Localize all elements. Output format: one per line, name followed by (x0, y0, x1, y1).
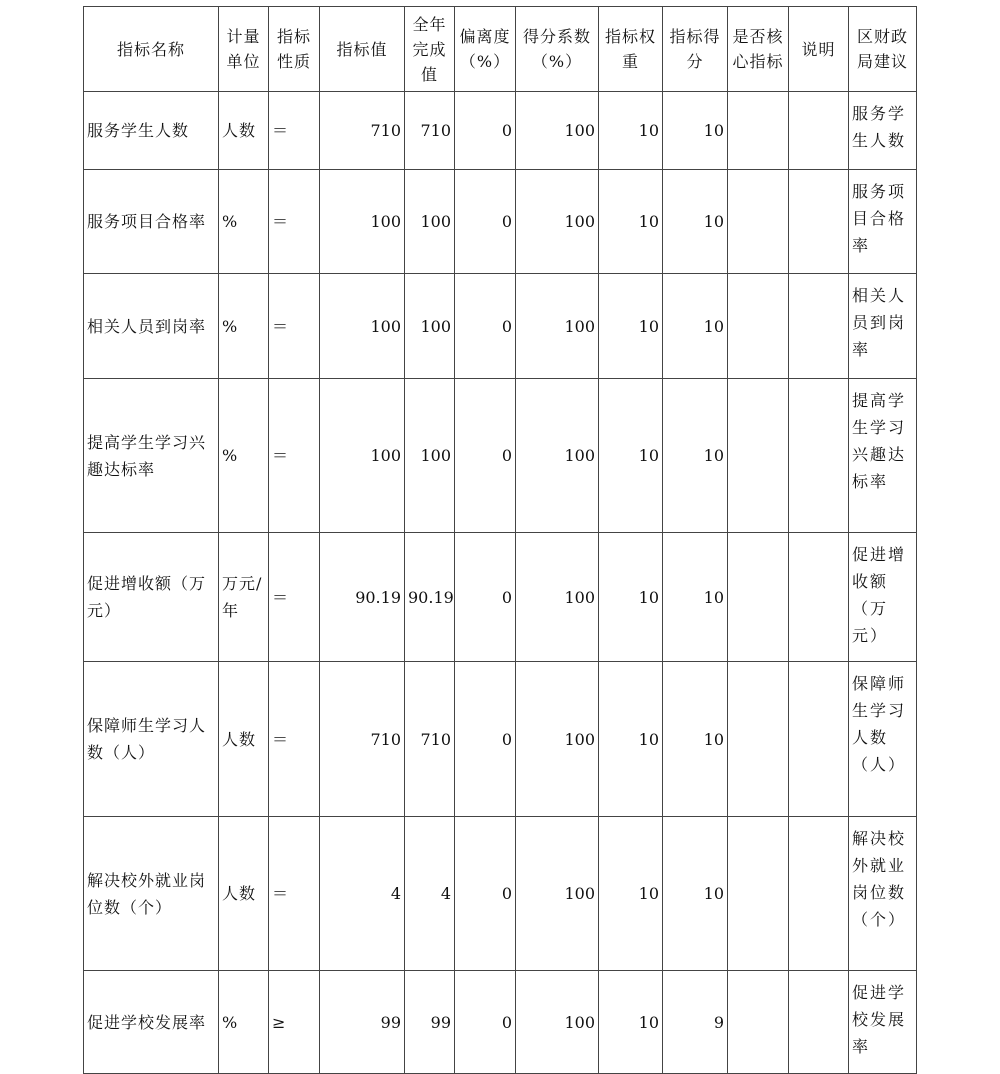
unit-cell: 万元/年 (219, 533, 269, 662)
note-cell (789, 817, 849, 971)
weight-cell: 10 (599, 379, 663, 533)
table-row (84, 274, 917, 379)
suggestion-cell: 服务项目合格率 (849, 170, 917, 274)
note-cell (789, 379, 849, 533)
target-value-cell: 100 (320, 170, 405, 274)
header-cell: 是否核心指标 (728, 7, 789, 92)
header-cell: 指标得分 (663, 7, 728, 92)
header-cell: 指标权重 (599, 7, 663, 92)
score-cell: 10 (663, 170, 728, 274)
actual-value-cell: 99 (405, 971, 455, 1074)
core-indicator-cell (728, 662, 789, 817)
score-cell: 10 (663, 92, 728, 170)
deviation-cell: 0 (455, 971, 516, 1074)
core-indicator-cell (728, 170, 789, 274)
coefficient-cell: 100 (516, 662, 599, 817)
nature-cell: ＝ (269, 274, 320, 379)
core-indicator-cell (728, 379, 789, 533)
header-cell: 全年完成值 (405, 7, 455, 92)
indicator-name-cell: 相关人员到岗率 (84, 274, 219, 379)
weight-cell: 10 (599, 533, 663, 662)
note-cell (789, 971, 849, 1074)
weight-cell: 10 (599, 662, 663, 817)
deviation-cell: 0 (455, 92, 516, 170)
nature-cell: ＝ (269, 379, 320, 533)
indicator-name-cell: 服务项目合格率 (84, 170, 219, 274)
coefficient-cell: 100 (516, 92, 599, 170)
unit-cell: % (219, 274, 269, 379)
weight-cell: 10 (599, 92, 663, 170)
nature-cell: ＝ (269, 533, 320, 662)
suggestion-cell: 解决校外就业岗位数（个） (849, 817, 917, 971)
deviation-cell: 0 (455, 170, 516, 274)
suggestion-cell: 促进学校发展率 (849, 971, 917, 1074)
weight-cell: 10 (599, 170, 663, 274)
score-cell: 10 (663, 533, 728, 662)
actual-value-cell: 4 (405, 817, 455, 971)
actual-value-cell: 710 (405, 662, 455, 817)
suggestion-cell: 相关人员到岗率 (849, 274, 917, 379)
header-cell: 区财政局建议 (849, 7, 917, 92)
table-row (84, 817, 917, 971)
target-value-cell: 710 (320, 662, 405, 817)
indicator-name-cell: 提高学生学习兴趣达标率 (84, 379, 219, 533)
deviation-cell: 0 (455, 379, 516, 533)
unit-cell: % (219, 971, 269, 1074)
note-cell (789, 92, 849, 170)
core-indicator-cell (728, 533, 789, 662)
score-cell: 10 (663, 662, 728, 817)
unit-cell: 人数 (219, 662, 269, 817)
note-cell (789, 662, 849, 817)
actual-value-cell: 710 (405, 92, 455, 170)
core-indicator-cell (728, 274, 789, 379)
actual-value-cell: 100 (405, 170, 455, 274)
target-value-cell: 100 (320, 379, 405, 533)
note-cell (789, 533, 849, 662)
table-row (84, 92, 917, 170)
unit-cell: % (219, 379, 269, 533)
unit-cell: % (219, 170, 269, 274)
table-row (84, 662, 917, 817)
core-indicator-cell (728, 971, 789, 1074)
nature-cell: ＝ (269, 170, 320, 274)
note-cell (789, 274, 849, 379)
score-cell: 10 (663, 817, 728, 971)
header-cell: 说明 (789, 7, 849, 92)
table-row (84, 971, 917, 1074)
deviation-cell: 0 (455, 533, 516, 662)
score-cell: 9 (663, 971, 728, 1074)
coefficient-cell: 100 (516, 533, 599, 662)
indicator-name-cell: 促进学校发展率 (84, 971, 219, 1074)
score-cell: 10 (663, 274, 728, 379)
note-cell (789, 170, 849, 274)
deviation-cell: 0 (455, 817, 516, 971)
coefficient-cell: 100 (516, 274, 599, 379)
weight-cell: 10 (599, 971, 663, 1074)
deviation-cell: 0 (455, 662, 516, 817)
indicator-name-cell: 服务学生人数 (84, 92, 219, 170)
actual-value-cell: 100 (405, 379, 455, 533)
table-row (84, 379, 917, 533)
target-value-cell: 710 (320, 92, 405, 170)
coefficient-cell: 100 (516, 170, 599, 274)
header-cell: 指标性质 (269, 7, 320, 92)
suggestion-cell: 促进增收额（万元） (849, 533, 917, 662)
indicator-name-cell: 促进增收额（万元） (84, 533, 219, 662)
suggestion-cell: 保障师生学习人数（人） (849, 662, 917, 817)
target-value-cell: 100 (320, 274, 405, 379)
coefficient-cell: 100 (516, 379, 599, 533)
header-cell: 偏离度（%） (455, 7, 516, 92)
target-value-cell: 4 (320, 817, 405, 971)
deviation-cell: 0 (455, 274, 516, 379)
table-row (84, 533, 917, 662)
unit-cell: 人数 (219, 92, 269, 170)
suggestion-cell: 服务学生人数 (849, 92, 917, 170)
header-row (84, 7, 917, 92)
nature-cell: ＝ (269, 92, 320, 170)
core-indicator-cell (728, 817, 789, 971)
actual-value-cell: 100 (405, 274, 455, 379)
coefficient-cell: 100 (516, 971, 599, 1074)
coefficient-cell: 100 (516, 817, 599, 971)
target-value-cell: 99 (320, 971, 405, 1074)
header-cell: 指标名称 (84, 7, 219, 92)
indicator-name-cell: 保障师生学习人数（人） (84, 662, 219, 817)
nature-cell: ＝ (269, 817, 320, 971)
score-cell: 10 (663, 379, 728, 533)
indicator-table (83, 6, 917, 1074)
unit-cell: 人数 (219, 817, 269, 971)
weight-cell: 10 (599, 274, 663, 379)
weight-cell: 10 (599, 817, 663, 971)
actual-value-cell: 90.19 (405, 533, 455, 662)
core-indicator-cell (728, 92, 789, 170)
header-cell: 指标值 (320, 7, 405, 92)
header-cell: 得分系数（%） (516, 7, 599, 92)
target-value-cell: 90.19 (320, 533, 405, 662)
table-row (84, 170, 917, 274)
nature-cell: ＝ (269, 662, 320, 817)
nature-cell: ≥ (269, 971, 320, 1074)
header-cell: 计量单位 (219, 7, 269, 92)
indicator-name-cell: 解决校外就业岗位数（个） (84, 817, 219, 971)
suggestion-cell: 提高学生学习兴趣达标率 (849, 379, 917, 533)
